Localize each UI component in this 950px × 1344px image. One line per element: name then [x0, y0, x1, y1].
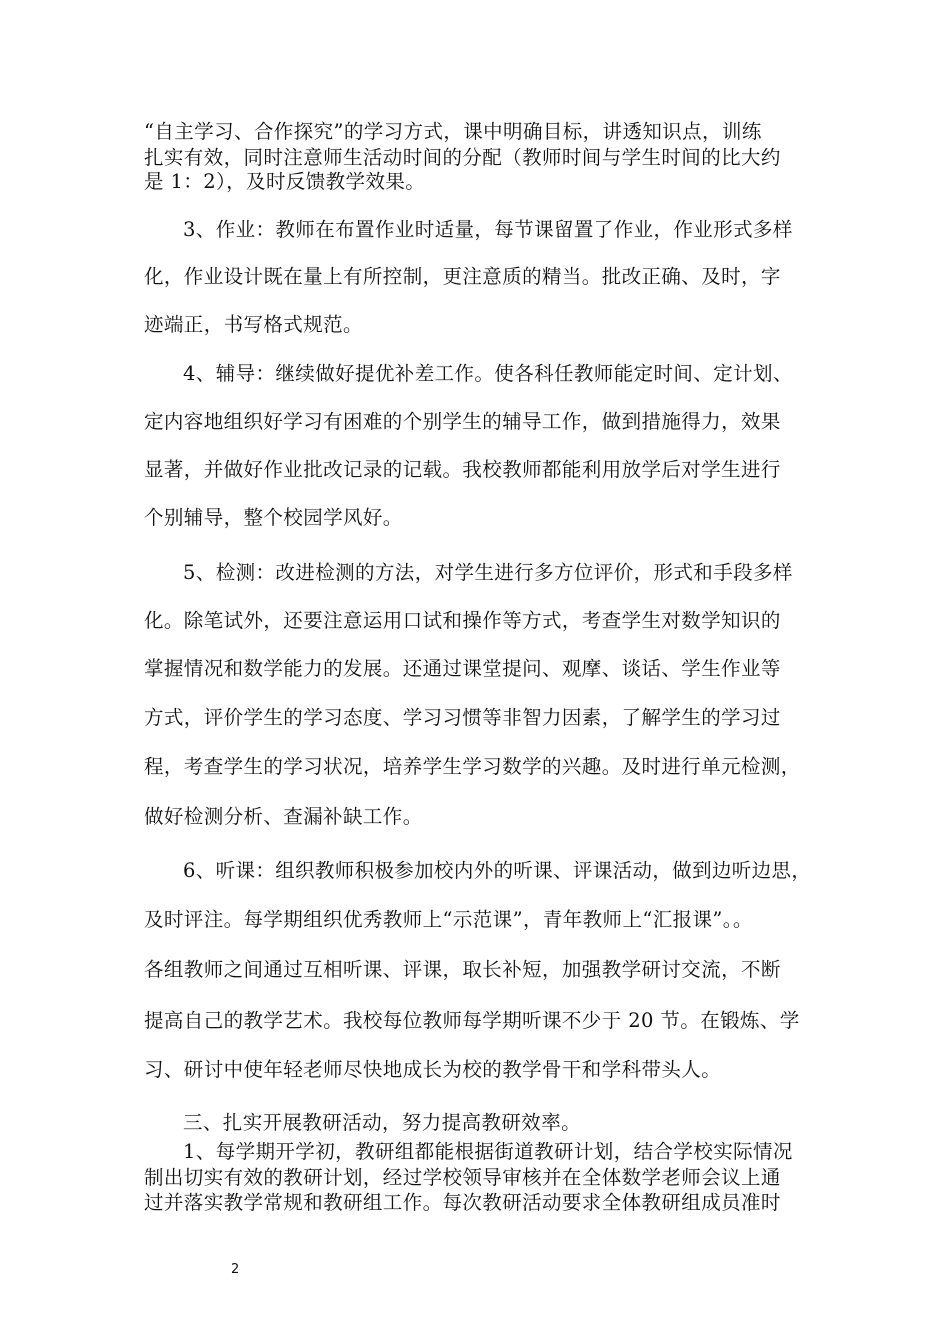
text-line: 化。除笔试外，还要注意运用口试和操作等方式，考查学生对数学知识的: [144, 609, 781, 632]
text-line: 1、每学期开学初，教研组都能根据街道教研计划，结合学校实际情况: [183, 1140, 793, 1163]
text-line: 6、听课：组织教师积极参加校内外的听课、评课活动，做到边听边思，: [183, 859, 812, 882]
text-line: 个别辅导，整个校园学风好。: [144, 506, 403, 529]
text-line: 显著，并做好作业批改记录的记载。我校教师都能利用放学后对学生进行: [144, 458, 781, 481]
text-line: 化，作业设计既在量上有所控制，更注意质的精当。批改正确、及时，字: [144, 265, 781, 288]
text-line: 制出切实有效的教研计划，经过学校领导审核并在全体数学老师会议上通: [144, 1166, 781, 1189]
text-line: 3、作业：教师在布置作业时适量，每节课留置了作业，作业形式多样: [183, 218, 793, 241]
text-line: 各组教师之间通过互相听课、评课，取长补短，加强教学研讨交流，不断: [144, 958, 781, 981]
text-line: 习、研讨中使年轻老师尽快地成长为校的教学骨干和学科带头人。: [144, 1058, 722, 1081]
text-line: 做好检测分析、查漏补缺工作。: [144, 805, 423, 828]
text-line: 扎实有效，同时注意师生活动时间的分配（教师时间与学生时间的比大约: [144, 146, 781, 169]
page-number: 2: [231, 1262, 240, 1277]
text-line: “自主学习、合作探究”的学习方式，课中明确目标，讲透知识点，训练: [144, 120, 762, 143]
text-line: 提高自己的教学艺术。我校每位教师每学期听课不少于 20 节。在锻炼、学: [144, 1009, 800, 1032]
section-heading: 三、扎实开展教研活动，努力提高教研效率。: [183, 1111, 582, 1134]
text-line: 迹端正，书写格式规范。: [144, 313, 363, 336]
text-line: 及时评注。每学期组织优秀教师上“示范课”，青年教师上“汇报课”。。: [144, 908, 753, 931]
text-line: 定内容地组织好学习有困难的个别学生的辅导工作，做到措施得力，效果: [144, 410, 781, 433]
text-line: 4、辅导：继续做好提优补差工作。使各科任教师能定时间、定计划、: [183, 362, 793, 385]
text-line: 掌握情况和数学能力的发展。还通过课堂提问、观摩、谈话、学生作业等: [144, 657, 781, 680]
text-line: 5、检测：改进检测的方法，对学生进行多方位评价，形式和手段多样: [183, 561, 793, 584]
text-line: 过并落实教学常规和教研组工作。每次教研活动要求全体教研组成员准时: [144, 1191, 781, 1214]
text-line: 方式，评价学生的学习态度、学习习惯等非智力因素，了解学生的学习过: [144, 706, 781, 729]
text-line: 是 1：2），及时反馈教学效果。: [144, 170, 426, 193]
text-line: 程，考查学生的学习状况，培养学生学习数学的兴趣。及时进行单元检测，: [144, 755, 801, 778]
